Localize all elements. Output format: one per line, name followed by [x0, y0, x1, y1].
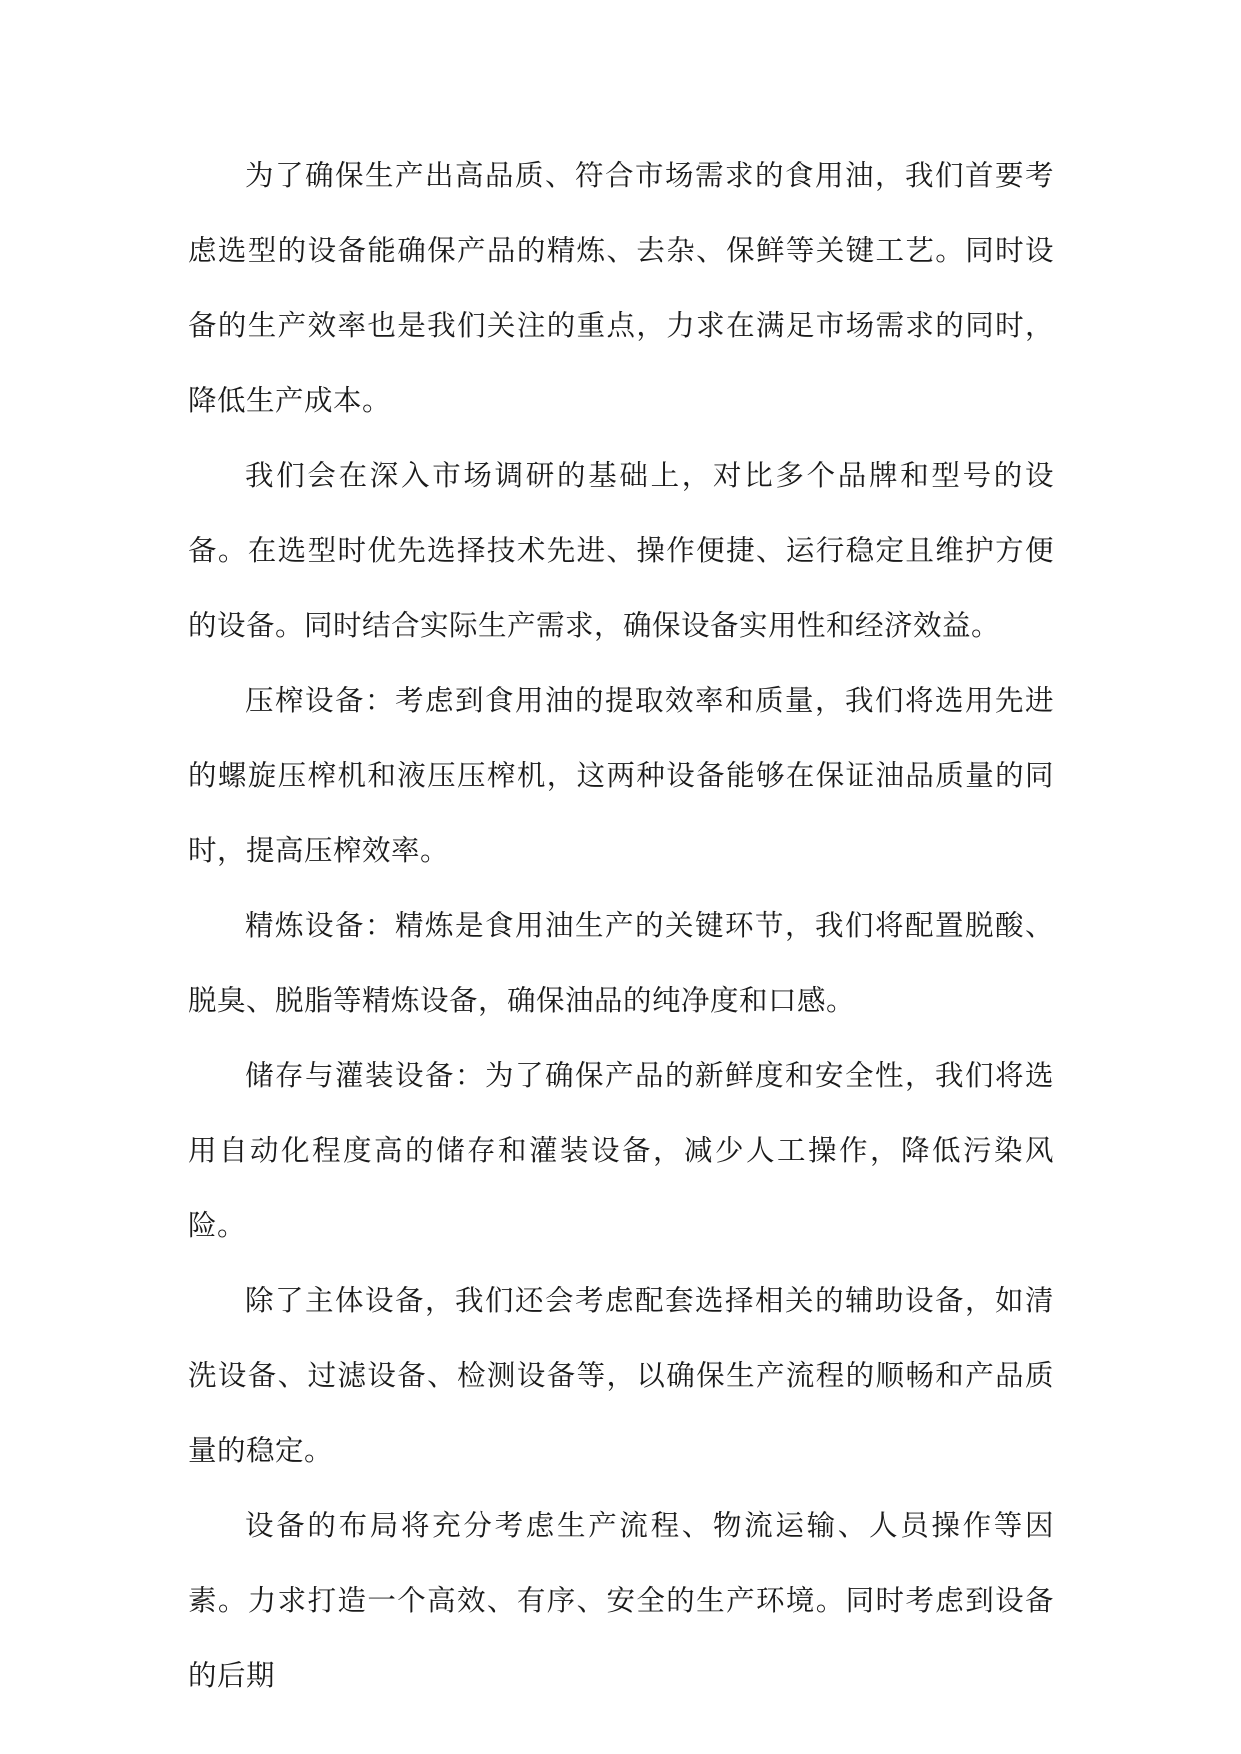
paragraph-equipment-layout: 设备的布局将充分考虑生产流程、物流运输、人员操作等因素。力求打造一个高效、有序、安全的生产环境。同时考虑到设备的后期	[188, 1509, 1054, 1692]
paragraph-auxiliary-equipment: 除了主体设备，我们还会考虑配套选择相关的辅助设备，如清洗设备、过滤设备、检测设备等，以确保生产流程的顺畅和产品质量的稳定。	[188, 1284, 1054, 1467]
paragraph-refining-equipment: 精炼设备：精炼是食用油生产的关键环节，我们将配置脱酸、脱臭、脱脂等精炼设备，确保油品的纯净度和口感。	[188, 909, 1054, 1017]
paragraph-pressing-equipment: 压榨设备：考虑到食用油的提取效率和质量，我们将选用先进的螺旋压榨机和液压压榨机，这两种设备能够在保证油品质量的同时，提高压榨效率。	[188, 684, 1054, 867]
paragraph-market-research: 我们会在深入市场调研的基础上，对比多个品牌和型号的设备。在选型时优先选择技术先进、操作便捷、运行稳定且维护方便的设备。同时结合实际生产需求，确保设备实用性和经济效益。	[188, 459, 1054, 642]
document-body	[188, 138, 1054, 1713]
paragraph-design-goals: 为了确保生产出高品质、符合市场需求的食用油，我们首要考虑选型的设备能确保产品的精炼、去杂、保鲜等关键工艺。同时设备的生产效率也是我们关注的重点，力求在满足市场需求的同时，降低生产成本。	[188, 159, 1054, 417]
paragraph-storage-filling-equipment: 储存与灌装设备：为了确保产品的新鲜度和安全性，我们将选用自动化程度高的储存和灌装设备，减少人工操作，降低污染风险。	[188, 1059, 1054, 1242]
